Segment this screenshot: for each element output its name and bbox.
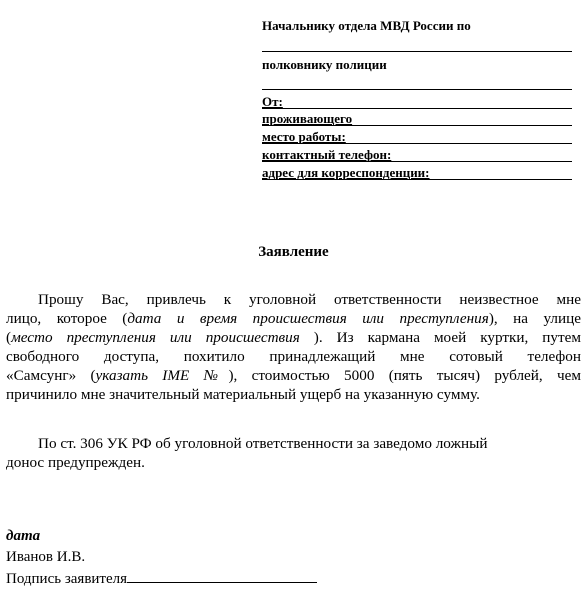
paragraph-warning (6, 434, 581, 472)
workplace-rule (262, 143, 572, 144)
incident-place-placeholder: место преступления или происшествия (11, 329, 300, 346)
from-rule (262, 108, 572, 109)
signature-row (6, 568, 317, 589)
incident-datetime-placeholder: дата и время происшествия или преступления (127, 310, 489, 327)
phone-label: контактный телефон: (262, 147, 392, 162)
addressee-line-2: полковнику полиции (262, 57, 387, 72)
date-label: дата (6, 528, 41, 544)
address-rule (262, 179, 572, 180)
paragraph-request-line-1: Прошу Вас, привлечь к уголовной ответственности неизвестное мне (38, 291, 581, 308)
signature-label: Подпись заявителя (6, 571, 128, 587)
paragraph-warning-line-1: По ст. 306 УК РФ об уголовной ответственности за заведомо ложный (38, 435, 488, 452)
paragraph-request-line-5: «Самсунг» (указать IME №), стоимостью 5000 (пять тысяч) рублей, чем (6, 367, 582, 384)
from-label: От: (262, 94, 283, 109)
workplace-label: место работы: (262, 129, 346, 144)
imei-placeholder: указать IME № (95, 367, 229, 384)
addressee-rank-rule (262, 89, 572, 90)
paragraph-request-line-2: лицо, которое (дата и время происшествия или преступления), на улице (6, 310, 581, 327)
paragraph-request (6, 290, 581, 404)
paragraph-warning-line-2: донос предупрежден. (6, 454, 145, 471)
paragraph-request-line-3: (место преступления или происшествия ). Из кармана моей куртки, путем (6, 329, 581, 346)
addressee-blank-rule (262, 51, 572, 52)
address-label: адрес для корреспонденции: (262, 165, 430, 180)
applicant-name: Иванов И.В. (6, 549, 86, 565)
phone-rule (262, 161, 572, 162)
addressee-line-1: Начальнику отдела МВД России по (262, 18, 471, 33)
document-title: Заявление (258, 244, 329, 260)
paragraph-request-line-6: причинило мне значительный материальный ущерб на указанную сумму. (6, 386, 480, 403)
residing-label: проживающего (262, 111, 353, 126)
residing-rule (262, 125, 572, 126)
signature-line (127, 568, 317, 583)
paragraph-request-line-4: свободного доступа, похитило принадлежащий мне сотовый телефон (6, 348, 581, 365)
